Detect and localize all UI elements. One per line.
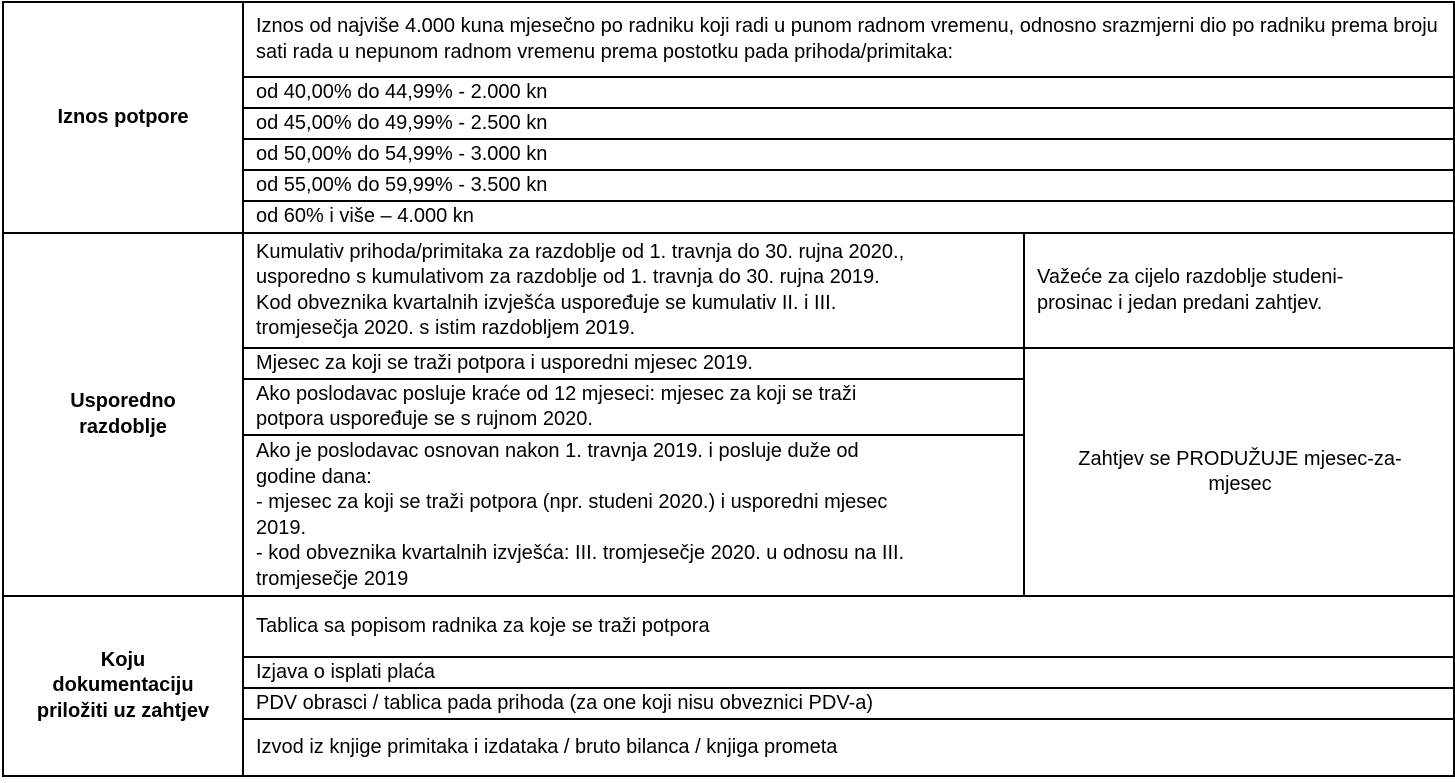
iznos-intro-cell	[243, 2, 1454, 77]
document-text: PDV obrasci / tablica pada prihoda (za one koji nisu obveznici PDV-a)	[256, 691, 873, 714]
monthly-line: Mjesec za koji se traži potpora i usporedni mjesec 2019.	[256, 351, 753, 374]
cumulative-line: tromjesečja 2020. s istim razdobljem 2019.	[256, 317, 636, 339]
tier-text: od 45,00% do 49,99% - 2.500 kn	[256, 111, 548, 134]
tier-text: od 40,00% do 44,99% - 2.000 kn	[256, 80, 548, 103]
monthly-note-line: mjesec	[1208, 473, 1272, 495]
usporedno-heading	[3, 233, 243, 596]
monthly-note-cell	[1024, 348, 1454, 596]
tier-text: od 60% i više – 4.000 kn	[256, 205, 474, 228]
cumulative-line: Kumulativ prihoda/primitaka za razdoblje od 1. travnja do 30. rujna 2020.,	[256, 240, 905, 263]
cumulative-note-line: Važeće za cijelo razdoblje studeni-	[1037, 266, 1344, 288]
support-conditions-table	[2, 1, 1455, 777]
short-business-cell	[243, 379, 1024, 435]
document-cell	[243, 688, 1454, 719]
cumulative-line: Kod obveznika kvartalnih izvješća uspoređuje se kumulativ II. i III.	[256, 291, 837, 314]
tier-text: od 55,00% do 59,99% - 3.500 kn	[256, 173, 548, 196]
document-text: Izjava o isplati plaća	[256, 660, 435, 683]
short-business-line: potpora uspoređuje se s rujnom 2020.	[256, 408, 593, 430]
founded-line: 2019.	[256, 516, 307, 539]
cumulative-row	[3, 233, 1454, 348]
dokumentacija-heading-line: priložiti uz zahtjev	[36, 699, 210, 722]
iznos-heading	[3, 2, 243, 233]
tier-text: od 50,00% do 54,99% - 3.000 kn	[256, 142, 548, 165]
usporedno-heading-line: razdoblje	[79, 415, 167, 438]
tier-cell	[243, 77, 1454, 108]
dokumentacija-heading-line: Koju	[100, 648, 146, 671]
document-cell	[243, 596, 1454, 657]
founded-line: godine dana:	[256, 465, 372, 488]
document-text: Tablica sa popisom radnika za koje se traži potpora	[256, 614, 710, 637]
monthly-note-line: Zahtjev se PRODUŽUJE mjesec-za-	[1078, 447, 1402, 470]
iznos-intro-row	[3, 2, 1454, 77]
tier-cell	[243, 108, 1454, 139]
cumulative-line: usporedno s kumulativom za razdoblje od 1. travnja do 30. rujna 2019.	[256, 266, 880, 288]
monthly-cell	[243, 348, 1024, 379]
iznos-heading-text: Iznos potpore	[57, 105, 189, 128]
tier-cell	[243, 139, 1454, 170]
dokumentacija-heading	[3, 596, 243, 776]
document-text: Izvod iz knjige primitaka i izdataka / bruto bilanca / knjiga prometa	[256, 735, 838, 758]
short-business-line: Ako poslodavac posluje kraće od 12 mjeseci: mjesec za koji se traži	[256, 382, 857, 405]
cumulative-cell	[243, 233, 1024, 348]
usporedno-heading-line: Usporedno	[70, 390, 176, 412]
tier-cell	[243, 170, 1454, 201]
cumulative-note-line: prosinac i jedan predani zahtjev.	[1037, 291, 1323, 314]
document-cell	[243, 657, 1454, 688]
iznos-intro-text: Iznos od najviše 4.000 kuna mjesečno po radniku koji radi u punom radnom vremenu, odnosno srazmjerni dio po radniku prema broju sati rada u nepunom radnom vremenu prema postotku pada prihoda/primitaka:	[256, 15, 1438, 63]
founded-line: Ako je poslodavac osnovan nakon 1. travnja 2019. i posluje duže od	[256, 440, 859, 462]
dokumentacija-heading-line: dokumentaciju	[52, 674, 194, 697]
document-cell	[243, 719, 1454, 776]
founded-cell	[243, 435, 1024, 596]
cumulative-note-cell	[1024, 233, 1454, 348]
founded-line: - mjesec za koji se traži potpora (npr. studeni 2020.) i usporedni mjesec	[256, 491, 888, 513]
founded-line: - kod obveznika kvartalnih izvješća: III. tromjesečje 2020. u odnosu na III.	[256, 542, 905, 564]
tier-cell	[243, 201, 1454, 233]
document-row	[3, 596, 1454, 657]
founded-line: tromjesečje 2019	[256, 567, 409, 590]
